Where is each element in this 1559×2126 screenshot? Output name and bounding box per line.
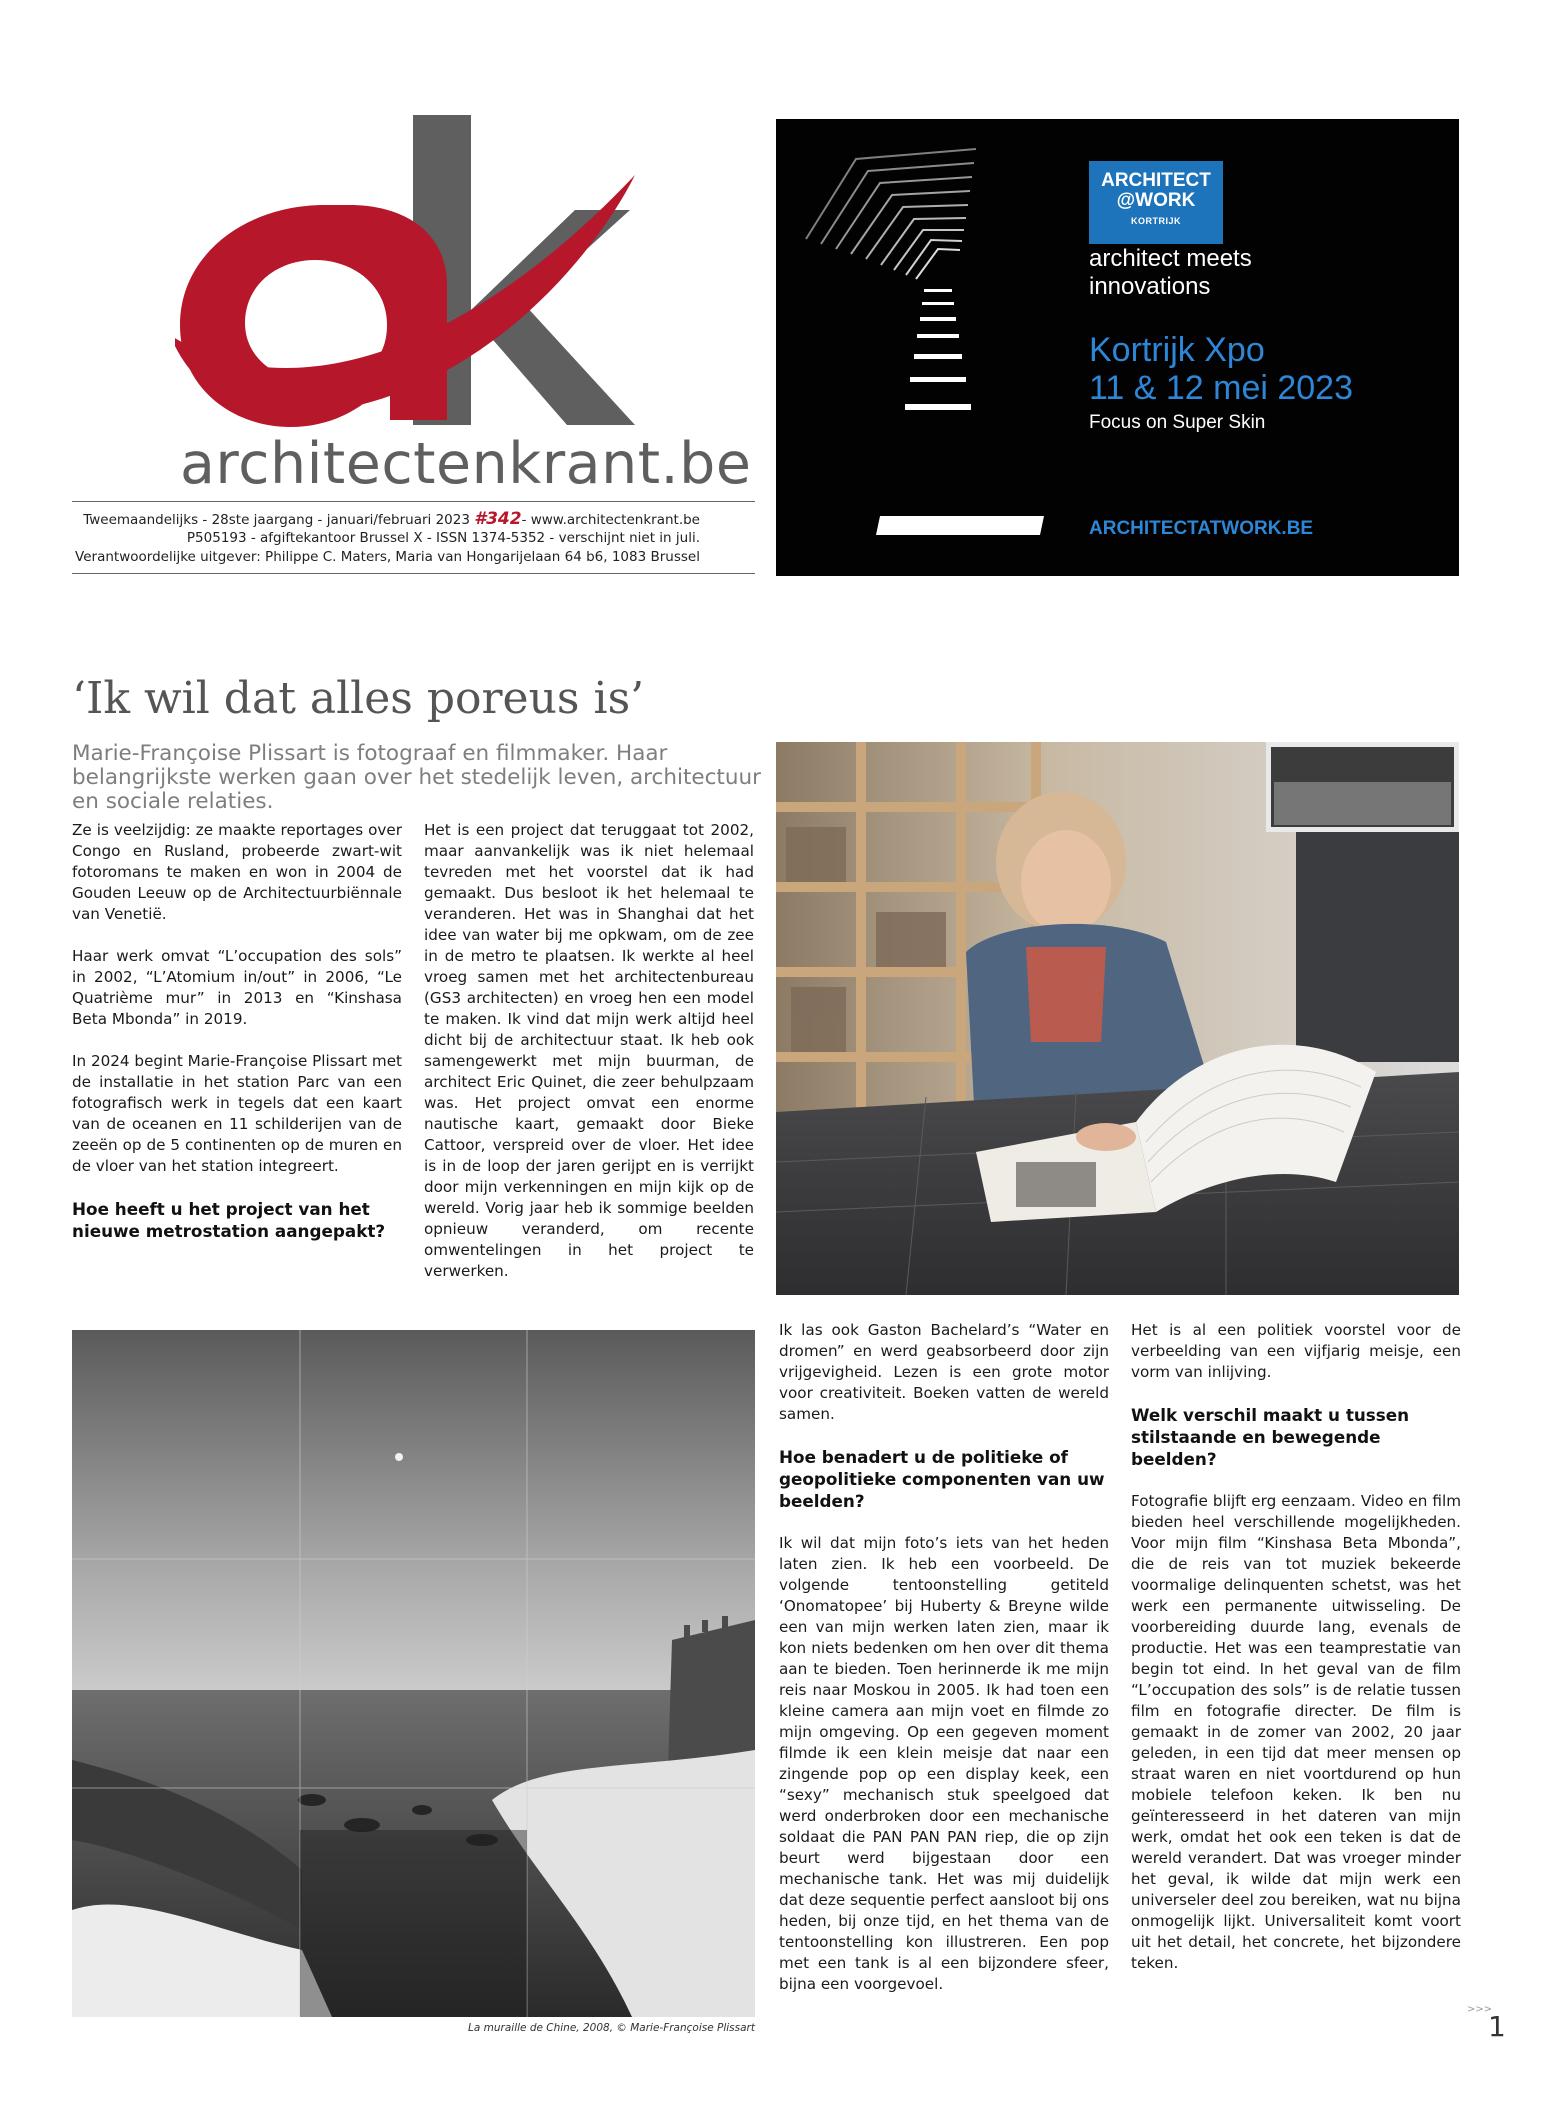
advert-focus: Focus on Super Skin bbox=[1089, 412, 1266, 433]
imprint-prefix: Tweemaandelijks - 28ste jaargang - januari/februari 2023 bbox=[83, 512, 475, 528]
photo-muraille-de-chine bbox=[72, 1330, 755, 2017]
paragraph: Het is al een politiek voorstel voor de verbeelding van een vijfjarig meisje, een vorm van inlijving. bbox=[1131, 1321, 1461, 1381]
paragraph: Ik wil dat mijn foto’s iets van het heden laten zien. Ik heb een voorbeeld. De volgende tentoonstelling getiteld ‘Onomatopee’ bij Huberty & Breyne wilde een van mijn werken laten zien, maar ik kon niets bedenken om hen over dit thema aan te bieden. Toen herinnerde ik me mijn reis naar Moskou in 2005. Ik had toen een kleine camera aan mijn voet en filmde zo mijn omgeving. Op een gegeven moment filmde ik een klein meisje dat naar een zingende pop op een display keek, een “sexy” mechanisch stuk speelgoed dat werd onderbroken door een mechanische soldaat die PAN PAN PAN riep, die op zijn beurt werd bijgestaan door een mechanische tank. Het was mij duidelijk dat deze sequentie perfect aansloot bij ons heden, bij onze tijd, en het thema van de tentoonstelling kon illustreren. Een pop met een tank is al een bijzondere sfeer, bijna een voorgevoel. bbox=[779, 1534, 1109, 1993]
masthead-rule-bottom bbox=[72, 573, 755, 574]
interview-question: Hoe benadert u de politieke of geopolitieke componenten van uw beelden? bbox=[779, 1447, 1105, 1511]
article-column-2 bbox=[424, 820, 754, 1303]
interview-question: Welk verschil maakt u tussen stilstaande en bewegende beelden? bbox=[1131, 1405, 1410, 1469]
tagline-line-2: innovations bbox=[1089, 273, 1211, 300]
tagline-line-1: architect meets bbox=[1089, 245, 1252, 272]
continue-arrows: >>> bbox=[1467, 2004, 1493, 2015]
article-column-1 bbox=[72, 820, 402, 1263]
imprint-line-3: Verantwoordelijke uitgever: Philippe C. Maters, Maria van Hongarijelaan 64 b6, 1083 Brussel bbox=[75, 549, 700, 565]
masthead-rule-top bbox=[72, 501, 755, 502]
imprint-line-2: P505193 - afgiftekantoor Brussel X - ISSN 1374-5352 - verschijnt niet in juli. bbox=[186, 530, 700, 546]
interview-question: Hoe heeft u het project van het nieuwe metrostation aangepakt? bbox=[72, 1199, 386, 1241]
paragraph: In 2024 begint Marie-Françoise Plissart met de installatie in het station Parc van een fotografisch werk in tegels dat een kaart van de oceanen en 11 schilderijen van de zeeën op de 5 continenten op de muren en de vloer van het station integreert. bbox=[72, 1052, 402, 1175]
event-venue: Kortrijk Xpo bbox=[1089, 331, 1265, 369]
advert-corridor-graphic bbox=[776, 119, 1106, 576]
paragraph: Het is een project dat teruggaat tot 2002, maar aanvankelijk was ik niet helemaal tevreden met het voorstel dat ik had gemaakt. Dus besloot ik het helemaal te veranderen. Het was in Shanghai dat het idee van water bij me opkwam, om de zee in de metro te plaatsen. Ik werkte al heel vroeg samen met het architectenbureau (GS3 architecten) en vroeg hen een model te maken. Ik vind dat mijn werk altijd heel dicht bij de architectuur staat. Ik heb ook samengewerkt met mijn buurman, de architect Eric Quinet, die zeer behulpzaam was. Het project omvat een enorme nautische kaart, gemaakt door Bieke Cattoor, verspreid over de vloer. Het idee is in de loop der jaren gerijpt en is verrijkt door mijn verkenningen en mijn kijk op de wereld. Vorig jaar heb ik sommige beelden opnieuw veranderd, om recente omwentelingen in het project te verwerken. bbox=[424, 821, 754, 1280]
article-headline: ‘Ik wil dat alles poreus is’ bbox=[72, 673, 645, 724]
article-standfirst: Marie-Françoise Plissart is fotograaf en filmmaker. Haar belangrijkste werken gaan over het stedelijk leven, architectuur en sociale relaties. bbox=[72, 741, 761, 814]
issue-number: #342 bbox=[474, 509, 522, 529]
photo-portrait bbox=[776, 742, 1459, 1295]
advert-architect-at-work[interactable] bbox=[776, 119, 1459, 576]
imprint-suffix: - www.architectenkrant.be bbox=[521, 512, 700, 528]
event-dates: 11 & 12 mei 2023 bbox=[1089, 369, 1353, 407]
badge-line-1: ARCHITECT bbox=[1101, 170, 1211, 191]
paragraph: Ze is veelzijdig: ze maakte reportages over Congo en Rusland, probeerde zwart-wit fotoromans te maken en won in 2004 de Gouden Leeuw op de Architectuurbiënnale van Venetië. bbox=[72, 821, 402, 923]
paragraph: Haar werk omvat “L’occupation des sols” in 2002, “L’Atomium in/out” in 2006, “Le Quatrième mur” in 2013 en “Kinshasa Beta Mbonda” in 2019. bbox=[72, 947, 402, 1028]
advert-url-link[interactable]: ARCHITECTATWORK.BE bbox=[1089, 518, 1314, 539]
page-number: 1 bbox=[1488, 2010, 1506, 2043]
advert-tagline bbox=[1089, 245, 1429, 301]
article-column-4 bbox=[1131, 1320, 1461, 1995]
site-name: architectenkrant.be bbox=[180, 431, 752, 497]
ak-logo bbox=[175, 115, 635, 435]
badge-line-3: KORTRIJK bbox=[1130, 216, 1181, 226]
article-column-3 bbox=[779, 1320, 1109, 2016]
badge-line-2: @WORK bbox=[1116, 190, 1196, 211]
photo-caption: La muraille de Chine, 2008, © Marie-Françoise Plissart bbox=[468, 2022, 755, 2034]
architect-at-work-badge bbox=[1089, 161, 1223, 244]
advert-event bbox=[1089, 331, 1449, 407]
paragraph: Fotografie blijft erg eenzaam. Video en film bieden heel verschillende mogelijkheden. Voor mijn film “Kinshasa Beta Mbonda”, die de reis van tot muziek bekeerde voormalige delinquenten schetst, was het werk een permanente uitwisseling. De voorbereiding duurde lang, evenals de productie. Het was een teamprestatie van begin tot eind. In het geval van de film “L’occupation des sols” is de relatie tussen film en fotografie directer. De film is gemaakt in de zomer van 2002, 20 jaar geleden, in een tijd dat meer mensen op straat waren en niet voortdurend op hun mobiele telefoon keken. Ik ben nu geïnteresseerd in het dateren van mijn werk, omdat het ook een teken is dat de wereld verandert. Dat was vroeger minder het geval, ik wilde dat mijn werk een universeler deel zou bereiken, wat nu bijna onmogelijk lijkt. Universaliteit komt voort uit het detail, het concrete, het bijzondere teken. bbox=[1131, 1492, 1461, 1972]
paragraph: Ik las ook Gaston Bachelard’s “Water en dromen” en werd geabsorbeerd door zijn vrijgevigheid. Lezen is een grote motor voor creativiteit. Boeken vatten de wereld samen. bbox=[779, 1321, 1109, 1423]
imprint-line-1 bbox=[40, 510, 700, 530]
